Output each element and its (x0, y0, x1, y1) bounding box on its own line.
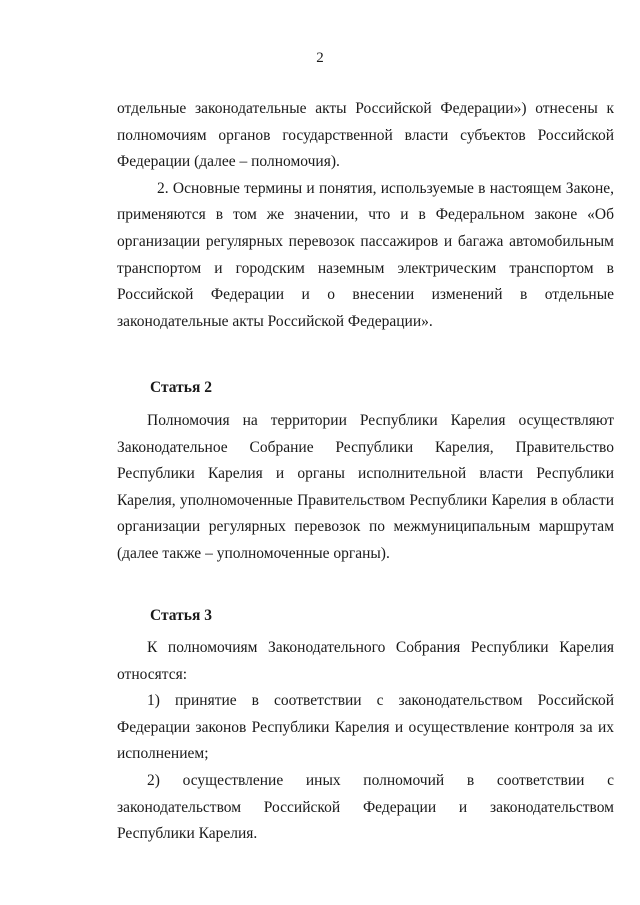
spacer (117, 568, 614, 603)
article-2-heading: Статья 2 (150, 379, 212, 397)
article-3-item-2: 2) осуществление иных полномочий в соответствии с законодательством Российской Федерации и законодательством Республики Карелия. (117, 772, 614, 843)
spacer (117, 335, 614, 375)
page-number: 2 (316, 50, 324, 66)
paragraph-continuation: отдельные законодательные акты Российской Федерации») отнесены к полномочиям органов государственной власти субъектов Российской Федерации (далее – полномочия). (117, 100, 614, 171)
article-3-heading: Статья 3 (150, 606, 212, 624)
document-body (117, 96, 614, 848)
paragraph-terms: 2. Основные термины и понятия, используемые в настоящем Законе, применяются в том же значении, что и в Федеральном законе «Об организации регулярных перевозок пассажиров и багажа автомобильным транспортом и городским наземным электрическим транспортом в Российской Федерации и о внесении изменений в отдельные законодательные акты Российской Федерации». (117, 179, 614, 330)
article-3-intro: К полномочиям Законодательного Собрания Республики Карелия относятся: (117, 639, 614, 683)
article-2-paragraph: Полномочия на территории Республики Карелия осуществляют Законодательное Собрание Республики Карелия, Правительство Республики Карелия и органы исполнительной власти Республики Карелия, уполномоченные Правительством Республики Карелия в области организации регулярных перевозок по межмуниципальным маршрутам (далее также – уполномоченные органы). (117, 411, 614, 562)
article-3-item-1: 1) принятие в соответствии с законодательством Российской Федерации законов Республики Карелия и осуществление контроля за их исполнением; (117, 692, 614, 763)
